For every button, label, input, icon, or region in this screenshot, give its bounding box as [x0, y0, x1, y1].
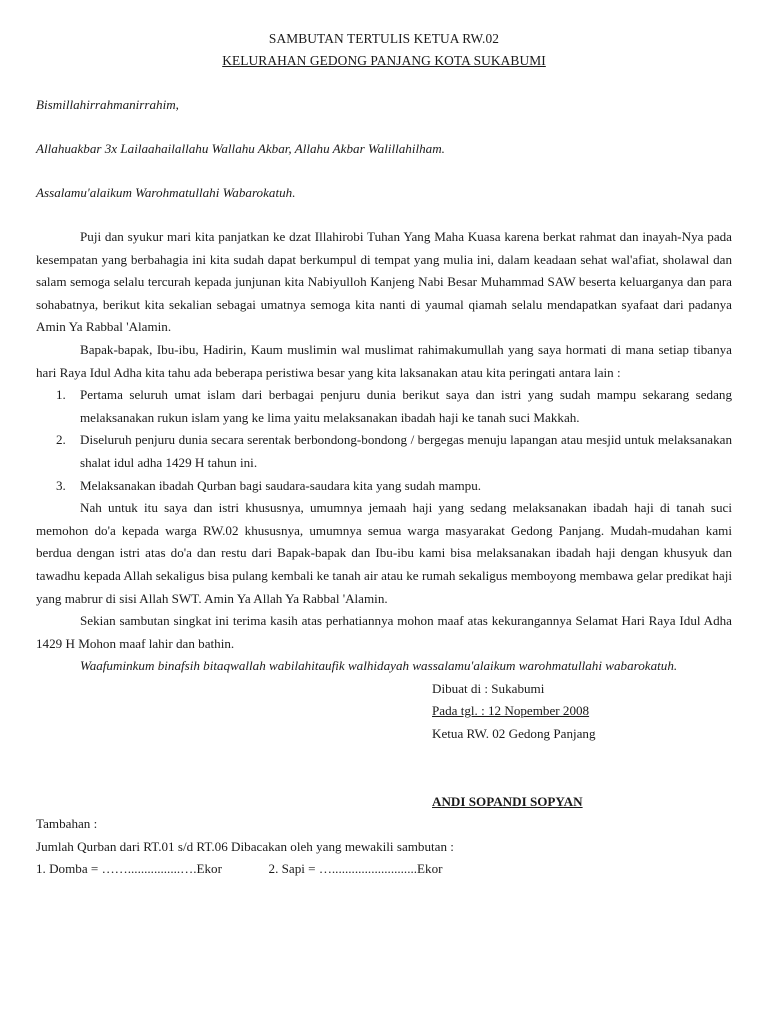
list-item-number: 3.: [56, 477, 66, 493]
signature-date: Pada tgl. : 12 Nopember 2008: [432, 703, 590, 719]
addendum-note: Jumlah Qurban dari RT.01 s/d RT.06 Dibacakan oleh yang mewakili sambutan :: [36, 838, 454, 854]
basmalah-text: Bismillahirrahmanirrahim,: [36, 97, 179, 112]
closing-salam: Waafuminkum binafsih bitaqwallah wabilahitaufik walhidayah wassalamu'alaikum warohmatullahi wabarokatuh.: [80, 658, 678, 674]
list-item-number: 1.: [56, 387, 66, 403]
document-page: [36, 28, 732, 881]
signature-role: Ketua RW. 02 Gedong Panjang: [432, 726, 596, 742]
signature-place: Dibuat di : Sukabumi: [432, 680, 545, 696]
addendum-label: Tambahan :: [36, 816, 98, 832]
list-item-text: Diseluruh penjuru dunia secara serentak berbondong-bondong / bergegas menuju lapangan atau mesjid untuk melaksanakan shalat idul adha 1429 H tahun ini.: [80, 432, 732, 470]
list-item: [36, 475, 732, 498]
addendum-items: [36, 858, 732, 881]
list-item-text: Pertama seluruh umat islam dari berbagai penjuru dunia berikut saya dan istri yang sudah mampu sekarang sedang melaksanakan rukun islam yang ke lima yaitu melaksanakan ibadah haji ke tanah suci Makkah.: [80, 387, 732, 425]
paragraph-3: Nah untuk itu saya dan istri khususnya, umumnya jemaah haji yang sedang melaksanakan ibadah haji di tanah suci memohon do'a kepada warga RW.02 khususnya, umumnya semua warga masyarakat Gedong Panjang. Mudah-mudahan kami berdua dengan istri atas do'a dan restu dari Bapak-bapak dan Ibu-ibu kami bisa melaksanakan ibadah haji dengan khusyuk dan tawadhu kepada Allah sekaligus bisa pulang kembali ke tanah air atau ke rumah sekaligus memboyong membawa gelar predikat haji yang mabrur di sisi Allah SWT. Amin Ya Allah Ya Rabbal 'Alamin.: [36, 500, 732, 606]
document-title: [36, 28, 732, 72]
list-item: [36, 384, 732, 429]
addendum: [36, 813, 732, 881]
list-item-number: 2.: [56, 432, 66, 448]
events-list: [36, 384, 732, 497]
salam-text: Assalamu'alaikum Warohmatullahi Wabarokatuh.: [36, 185, 296, 200]
paragraph-4: Sekian sambutan singkat ini terima kasih atas perhatiannya mohon maaf atas kekurangannya Selamat Hari Raya Idul Adha 1429 H Mohon maaf lahir dan bathin.: [36, 613, 732, 651]
takbir-text: Allahuakbar 3x Lailaahailallahu Wallahu Akbar, Allahu Akbar Walillahilham.: [36, 141, 445, 156]
qurban-domba: 1. Domba = ……................….Ekor: [36, 861, 222, 877]
title-line-1: SAMBUTAN TERTULIS KETUA RW.02: [268, 31, 500, 46]
title-line-2: KELURAHAN GEDONG PANJANG KOTA SUKABUMI: [222, 53, 546, 68]
qurban-sapi: 2. Sapi = …..........................Ekor: [268, 861, 443, 877]
signature-block: [432, 678, 732, 813]
list-item-text: Melaksanakan ibadah Qurban bagi saudara-saudara kita yang sudah mampu.: [80, 477, 482, 493]
paragraph-1: Puji dan syukur mari kita panjatkan ke dzat Illahirobi Tuhan Yang Maha Kuasa karena berkat rahmat dan inayah-Nya pada kesempatan yang berbahagia ini kita sudah dapat berkumpul di tempat yang mulia ini, dalam keadaan sehat wal'afiat, sholawal dan salam semoga selalu tercurah kepada junjunan kita Nabiyulloh Kanjeng Nabi Besar Muhammad SAW beserta keluarganya dan para sohabatnya, berikut kita sekalian sebagai umatnya semoga kita nanti di yaumal qiamah selalu mendapatkan syafaat dari padanya Amin Ya Rabbal 'Alamin.: [36, 229, 732, 335]
signature-name: ANDI SOPANDI SOPYAN: [432, 793, 583, 809]
list-item: [36, 429, 732, 474]
paragraph-2: Bapak-bapak, Ibu-ibu, Hadirin, Kaum muslimin wal muslimat rahimakumullah yang saya hormati di mana setiap tibanya hari Raya Idul Adha kita tahu ada beberapa peristiwa besar yang kita laksanakan atau kita peringati antara lain :: [36, 341, 732, 380]
